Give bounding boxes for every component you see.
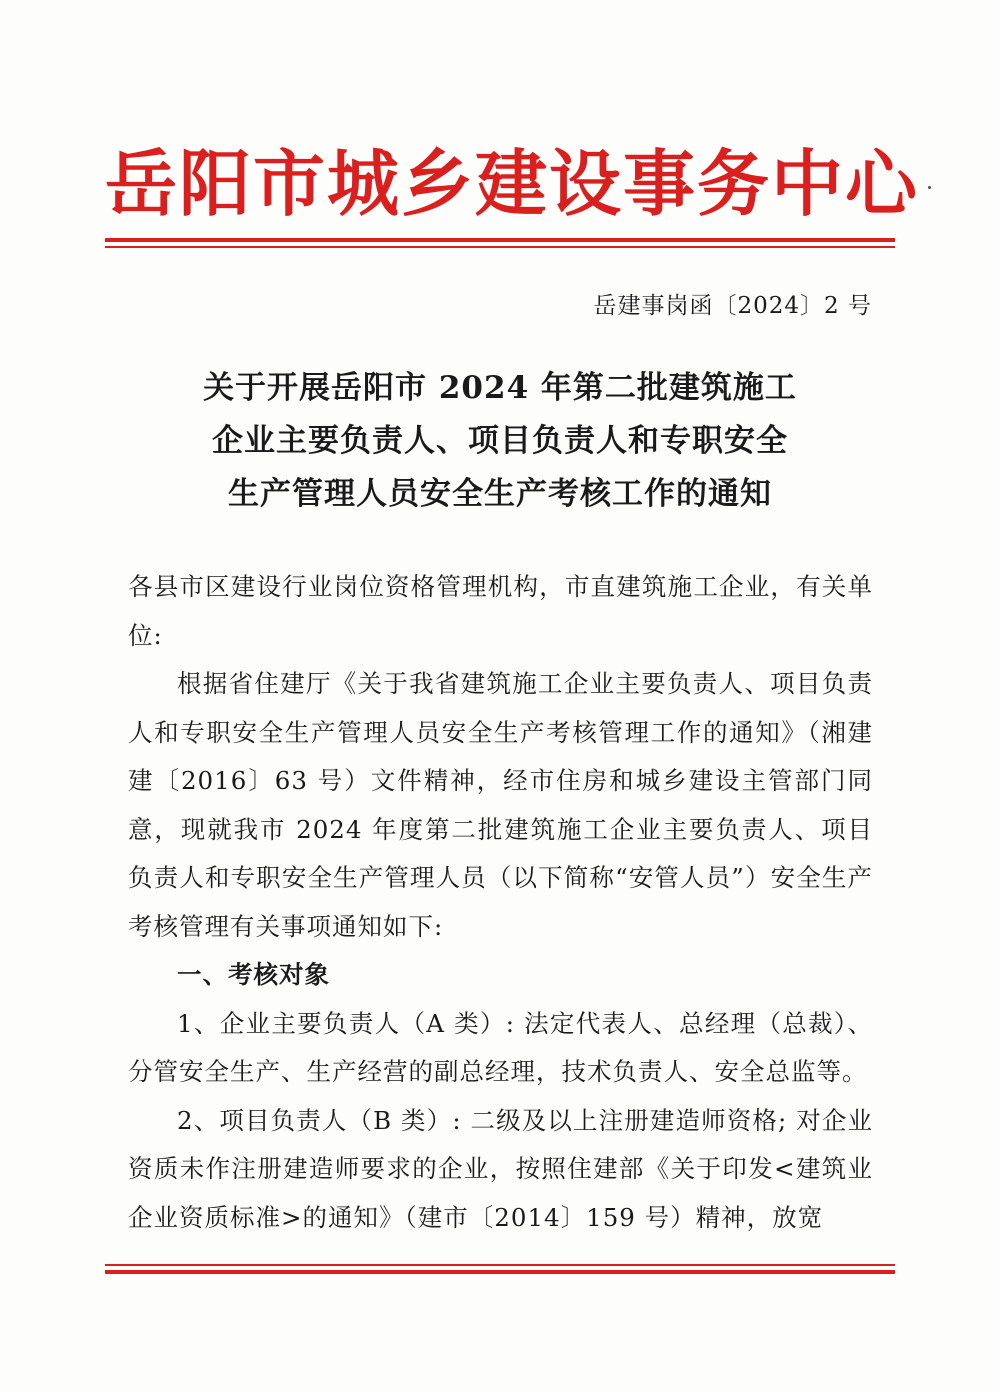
scan-speck xyxy=(928,186,931,189)
document-body xyxy=(128,563,873,1242)
intro-paragraph: 根据省住建厅《关于我省建筑施工企业主要负责人、项目负责人和专职安全生产管理人员安全生产考核管理工作的通知》（湘建建〔2016〕63 号）文件精神，经市住房和城乡建设主管部门同意，现就我市 2024 年度第二批建筑施工企业主要负责人、项目负责人和专职安全生产管理人员（以下简称“安管人员”）安全生产考核管理有关事项通知如下: xyxy=(128,669,873,941)
addressee-paragraph: 各县市区建设行业岗位资格管理机构，市直建筑施工企业，有关单位: xyxy=(128,572,873,650)
title-line-2: 企业主要负责人、项目负责人和专职安全 xyxy=(212,423,788,459)
list-item-1: 1、企业主要负责人（A 类）: 法定代表人、总经理（总裁）、分管安全生产、生产经营的副总经理，技术负责人、安全总监等。 xyxy=(128,1008,873,1086)
letterhead-rule-top xyxy=(105,238,895,242)
document-number: 岳建事岗函〔2024〕2 号 xyxy=(593,293,872,319)
letterhead-org-name: 岳阳市城乡建设事务中心 xyxy=(105,141,920,226)
title-line-3: 生产管理人员安全生产考核工作的通知 xyxy=(228,476,772,512)
footer-rule-top xyxy=(105,1264,895,1266)
document-title xyxy=(120,362,880,521)
letterhead-rule-bottom xyxy=(105,246,895,248)
title-line-1: 关于开展岳阳市 2024 年第二批建筑施工 xyxy=(203,370,797,406)
section-heading: 一、考核对象 xyxy=(177,960,330,989)
footer-rule-bottom xyxy=(105,1270,895,1274)
list-item-2: 2、项目负责人（B 类）: 二级及以上注册建造师资格; 对企业资质未作注册建造师要求的企业，按照住建部《关于印发<建筑业企业资质标准>的通知》（建市〔2014〕159 号）精神，放宽 xyxy=(128,1105,873,1232)
